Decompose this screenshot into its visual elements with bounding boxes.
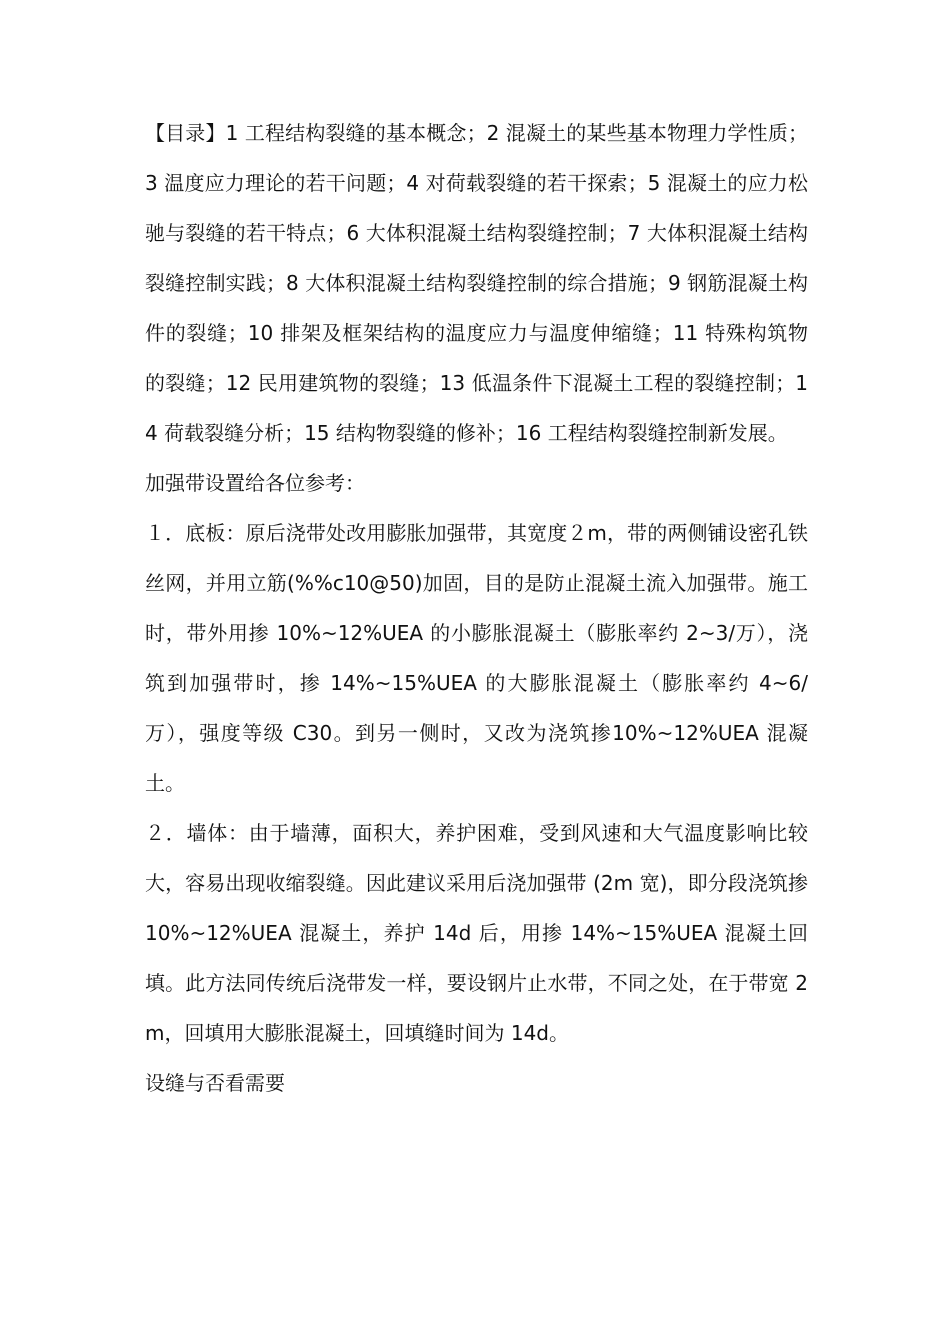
floor-slab-paragraph: １．底板：原后浇带处改用膨胀加强带，其宽度２m，带的两侧铺设密孔铁丝网，并用立筋(%%c10@50)加固，目的是防止混凝土流入加强带。施工时，带外用掺 10%~12%UEA 的小膨胀混凝土（膨胀率约 2~3/万），浇筑到加强带时，掺 14%~15%UEA 的大膨胀混凝土（膨胀率约 4~6/万），强度等级 C30。到另一侧时，又改为浇筑掺10%~12%UEA 混凝土。	[145, 521, 808, 795]
reinforcement-band-intro: 加强带设置给各位参考：	[145, 471, 365, 495]
table-of-contents-paragraph: 【目录】1 工程结构裂缝的基本概念；2 混凝土的某些基本物理力学性质；3 温度应力理论的若干问题；4 对荷载裂缝的若干探索；5 混凝土的应力松驰与裂缝的若干特点；6 大体积混凝土结构裂缝控制；7 大体积混凝土结构裂缝控制实践；8 大体积混凝土结构裂缝控制的综合措施；9 钢筋混凝土构件的裂缝；10 排架及框架结构的温度应力与温度伸缩缝；11 特殊构筑物的裂缝；12 民用建筑物的裂缝；13 低温条件下混凝土工程的裂缝控制；14 荷载裂缝分析；15 结构物裂缝的修补；16 工程结构裂缝控制新发展。	[145, 121, 808, 445]
joint-note-paragraph: 设缝与否看需要	[145, 1071, 285, 1095]
wall-paragraph: ２．墙体：由于墙薄，面积大，养护困难，受到风速和大气温度影响比较大，容易出现收缩裂缝。因此建议采用后浇加强带 (2m 宽)，即分段浇筑掺 10%~12%UEA 混凝土，养护 14d 后，用掺 14%~15%UEA 混凝土回填。此方法同传统后浇带发一样，要设钢片止水带，不同之处，在于带宽 2m，回填用大膨胀混凝土，回填缝时间为 14d。	[145, 821, 808, 1045]
document-body	[145, 108, 808, 1108]
